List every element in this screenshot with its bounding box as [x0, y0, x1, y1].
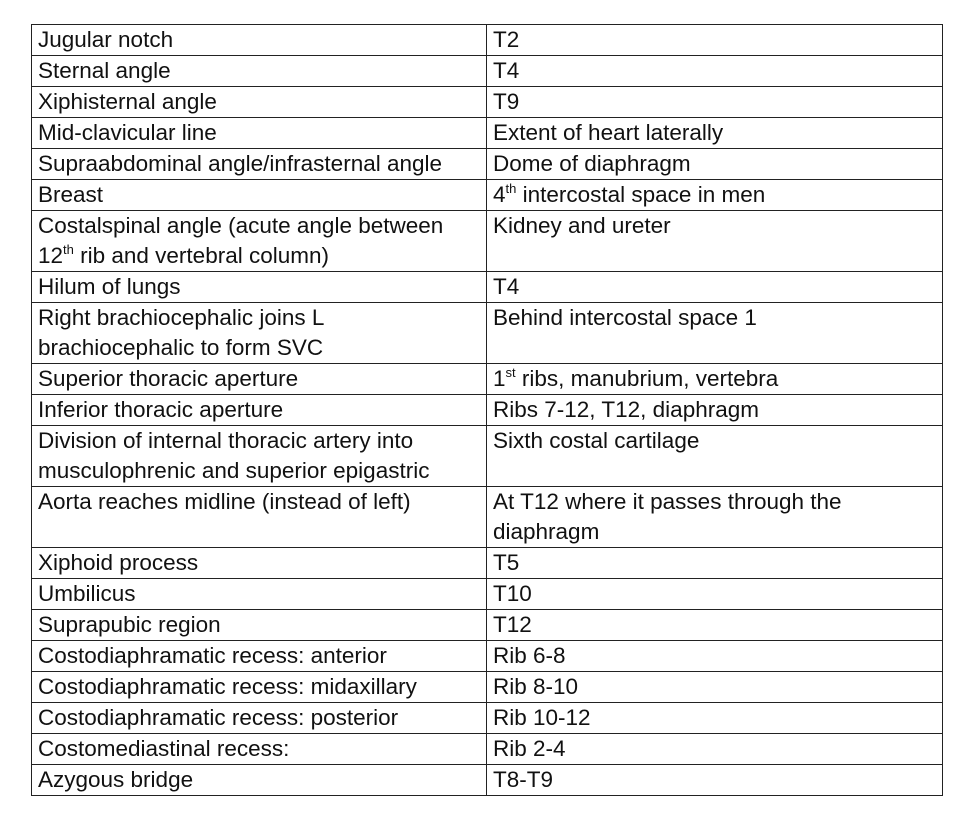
level-text: ribs, manubrium, vertebra — [515, 366, 779, 391]
landmark-text: rib and vertebral column) — [73, 243, 329, 268]
level-cell: T8-T9 — [487, 765, 943, 796]
table-row — [32, 87, 943, 118]
table-row — [32, 211, 943, 272]
table-row — [32, 426, 943, 487]
table-row — [32, 118, 943, 149]
table-row — [32, 56, 943, 87]
table-row — [32, 641, 943, 672]
level-cell: Rib 2-4 — [487, 734, 943, 765]
level-line: diaphragm — [493, 519, 600, 544]
landmark-cell: Mid-clavicular line — [32, 118, 487, 149]
table-row — [32, 303, 943, 364]
level-cell: Behind intercostal space 1 — [487, 303, 943, 364]
level-cell: Kidney and ureter — [487, 211, 943, 272]
landmark-line: Right brachiocephalic joins L — [38, 305, 325, 330]
table-row — [32, 672, 943, 703]
landmark-cell: Supraabdominal angle/infrasternal angle — [32, 149, 487, 180]
landmark-cell: Costodiaphramatic recess: posterior — [32, 703, 487, 734]
level-cell: Rib 8-10 — [487, 672, 943, 703]
table-row — [32, 765, 943, 796]
table-row — [32, 364, 943, 395]
landmark-cell: Suprapubic region — [32, 610, 487, 641]
level-cell — [487, 364, 943, 395]
table-row — [32, 703, 943, 734]
landmark-cell — [32, 211, 487, 272]
landmark-line: Division of internal thoracic artery into — [38, 428, 414, 453]
level-text: intercostal space in men — [516, 182, 766, 207]
landmark-cell: Hilum of lungs — [32, 272, 487, 303]
ordinal-suffix: th — [505, 181, 517, 196]
ordinal-number: 12 — [38, 243, 64, 268]
table-row — [32, 180, 943, 211]
table-row — [32, 487, 943, 548]
landmark-cell: Inferior thoracic aperture — [32, 395, 487, 426]
landmark-cell: Costodiaphramatic recess: anterior — [32, 641, 487, 672]
level-line: At T12 where it passes through the — [493, 489, 842, 514]
level-cell: Sixth costal cartilage — [487, 426, 943, 487]
landmark-cell: Costodiaphramatic recess: midaxillary — [32, 672, 487, 703]
table-row — [32, 272, 943, 303]
level-cell: T10 — [487, 579, 943, 610]
level-cell: T5 — [487, 548, 943, 579]
level-cell: T2 — [487, 25, 943, 56]
level-cell: T4 — [487, 272, 943, 303]
landmark-cell: Superior thoracic aperture — [32, 364, 487, 395]
ordinal-number: 1 — [493, 366, 506, 391]
landmark-cell: Azygous bridge — [32, 765, 487, 796]
ordinal-number: 4 — [493, 182, 506, 207]
landmark-cell: Costomediastinal recess: — [32, 734, 487, 765]
landmark-cell — [32, 426, 487, 487]
landmark-cell: Jugular notch — [32, 25, 487, 56]
landmark-line: brachiocephalic to form SVC — [38, 335, 324, 360]
ordinal-suffix: th — [63, 242, 74, 257]
landmark-cell: Xiphisternal angle — [32, 87, 487, 118]
table-row — [32, 734, 943, 765]
level-cell: T4 — [487, 56, 943, 87]
landmark-cell: Breast — [32, 180, 487, 211]
level-cell: Dome of diaphragm — [487, 149, 943, 180]
landmark-cell: Umbilicus — [32, 579, 487, 610]
level-cell: Rib 10-12 — [487, 703, 943, 734]
landmark-line: Costalspinal angle (acute angle between — [38, 213, 444, 238]
ordinal-suffix: st — [505, 365, 516, 380]
landmark-cell: Aorta reaches midline (instead of left) — [32, 487, 487, 548]
table-row — [32, 579, 943, 610]
table-row — [32, 610, 943, 641]
level-cell — [487, 180, 943, 211]
landmark-cell — [32, 303, 487, 364]
level-cell — [487, 487, 943, 548]
table-row — [32, 548, 943, 579]
landmark-cell: Xiphoid process — [32, 548, 487, 579]
landmark-line: musculophrenic and superior epigastric — [38, 458, 430, 483]
level-cell: Extent of heart laterally — [487, 118, 943, 149]
level-cell: Ribs 7-12, T12, diaphragm — [487, 395, 943, 426]
level-cell: T12 — [487, 610, 943, 641]
landmark-cell: Sternal angle — [32, 56, 487, 87]
table-row — [32, 395, 943, 426]
table-row — [32, 25, 943, 56]
landmark-line — [38, 241, 480, 271]
landmark-table — [31, 24, 943, 796]
table-row — [32, 149, 943, 180]
level-cell: T9 — [487, 87, 943, 118]
level-cell: Rib 6-8 — [487, 641, 943, 672]
